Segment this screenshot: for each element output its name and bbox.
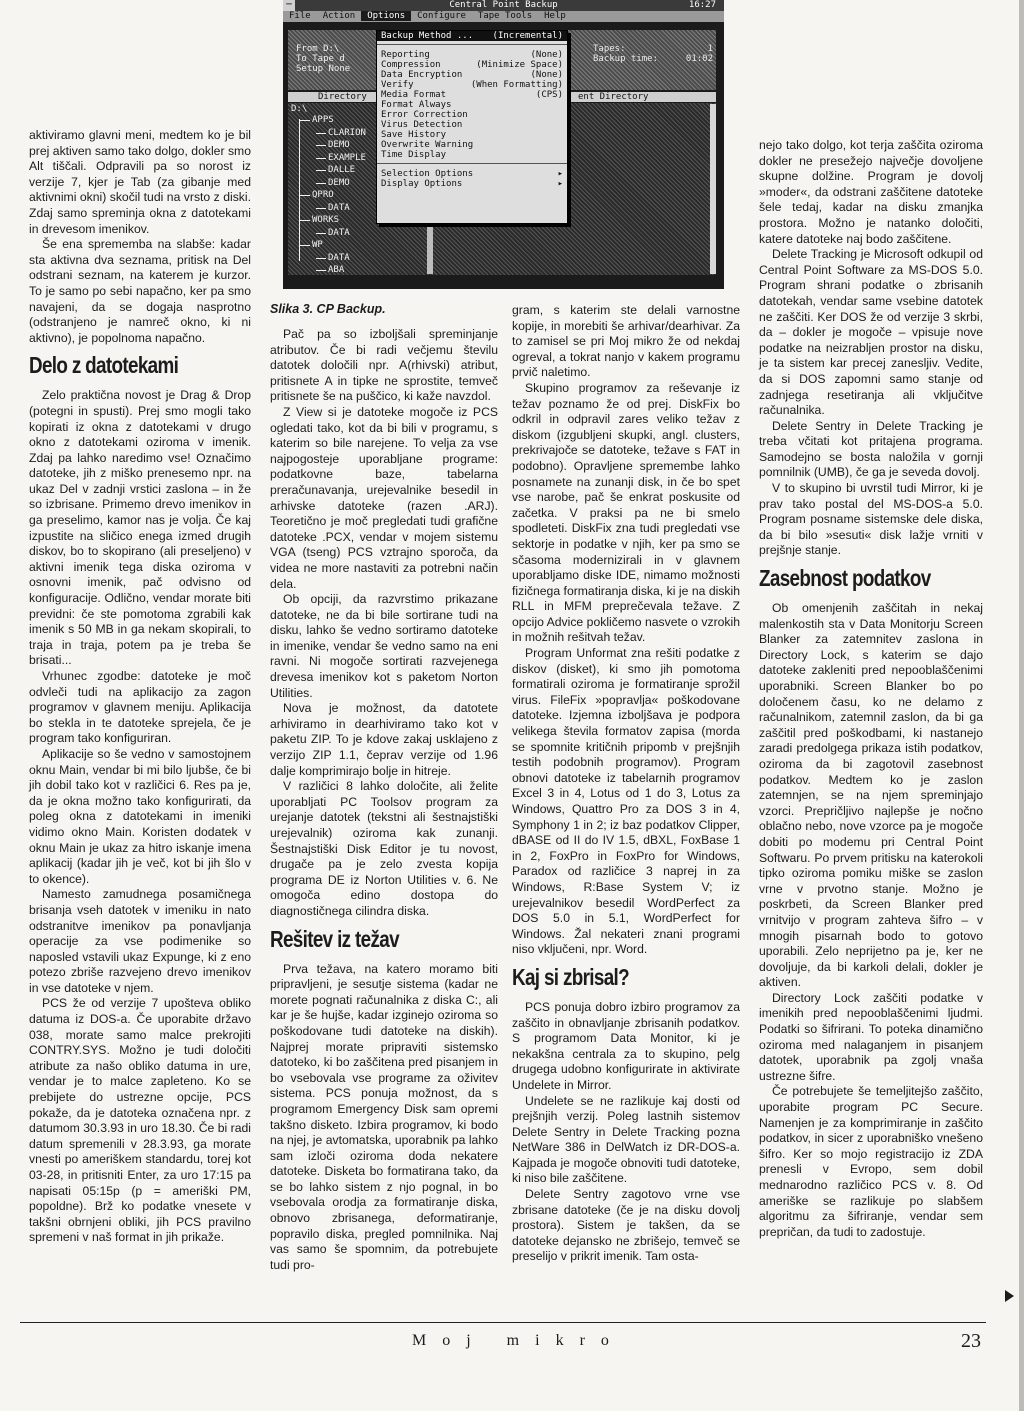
- paragraph: Še ena sprememba na slabše: kadar sta aktivna dva seznama, pritisk na Del odstrani seznam, na katerem je kurzor. To je samo po sebi napačno, ker pa smo navajeni, da se dogaja nasprotno (odstranjeno je namreč okno, ki ni aktivno), je popolnoma napačno.: [29, 237, 251, 345]
- dropdown-item: [377, 70, 567, 80]
- paragraph: Pač pa so izboljšali spreminjanje atributov. Če bi radi večjemu številu datotek določili npr. A(rhivski) atribut, pritisnete A in tipke ne sprostite, temveč pritisnete še na puščico, ki kaže navzdol.: [270, 327, 498, 404]
- dropdown-item-value: (When Formatting): [470, 80, 563, 90]
- current-directory-label: ent Directory: [578, 92, 649, 102]
- setting-line: From D:\: [296, 44, 340, 54]
- estimate-label: Tapes:: [593, 44, 626, 54]
- menu-item: Help: [544, 11, 566, 21]
- estimate-value: 1: [707, 44, 713, 54]
- dropdown-item-label: Data Encryption: [381, 70, 463, 80]
- menu-bar: [283, 11, 724, 22]
- paragraph: Delete Tracking je Microsoft odkupil od Central Point Software za MS-DOS 5.0. Program shrani podatke o zbrisanih datotekah, vendar same vsebine datotek ne zaščiti. Ker DOS že od verzije 3 skrbi, da – dokler je mogoče – vpisuje nove podatke na neizrabljen prostor na disku, je ta sistem kar precej zanesljiv. Vedite, da si DOS zapomni samo stanje od zadnjega resetiranja ali vključitve računalnika.: [759, 247, 983, 418]
- tree-branch: [300, 220, 310, 221]
- magazine-name: Moj mikro: [412, 1332, 625, 1349]
- setting-line: Setup None: [296, 64, 351, 74]
- tree-node: WP: [312, 240, 323, 250]
- section-heading: Kaj si zbrisal?: [512, 963, 629, 990]
- dropdown-item-label: Save History: [381, 130, 447, 140]
- menu-item: Action: [322, 11, 356, 21]
- figure-caption: Slika 3. CP Backup.: [270, 302, 386, 316]
- tree-branch: [316, 145, 326, 146]
- tree-node: CLARION: [328, 127, 366, 138]
- tree-node: WORKS: [312, 215, 340, 225]
- tree-branch: [316, 233, 326, 234]
- dropdown-item-label: Error Correction: [381, 110, 468, 120]
- paragraph: Z View si je datoteke mogoče iz PCS ogledati tako, kot da bi bili v programu, s katerim so bile narejene. To velja za vse najpogosteje uporabljane programe: podatkovne baze, tabelarna preračunavanja, urejevalnike besedil in arhivske datoteke (razen .ARJ). Teoretično je moč pregledati tudi grafične datoteke .PCX, vendar v mojem sistemu VGA (tseng) PCS vztrajno sporoča, da videa ne more nastaviti za potrebni način dela.: [270, 404, 498, 591]
- backup-estimates: [593, 44, 713, 64]
- tree-node: DATA: [328, 227, 350, 238]
- section-heading: Delo z datotekami: [29, 352, 179, 379]
- dropdown-item: [377, 140, 567, 150]
- paragraph: Delete Sentry zagotovo vrne vse zbrisane datoteke (če je na disku dovolj prostora). Sistem je takšen, da se datoteke dejansko ne zbrišejo, temveč se preselijo v prikrit imenik. Tam osta-: [512, 1187, 740, 1264]
- dropdown-item: [377, 150, 567, 160]
- paragraph: Vrhunec zgodbe: datoteke je moč odvleči tudi na aplikacijo za zagon programov v glavnem meniju. Aplikacija bo stekla in te datoteke sprejela, če je program tako konfiguriran.: [29, 669, 251, 746]
- tree-node: DATA: [328, 252, 350, 263]
- paragraph: Undelete se ne razlikuje kaj dosti od prejšnjih verzij. Poleg lastnih sistemov Delete Sentry in Delete Tracking pozna NetWare 386 in DelWatch iz DR-DOS-a. Kajpada je mogoče obnoviti tudi datoteke, ki niso bile zaščitene.: [512, 1093, 740, 1186]
- dropdown-item-label: Overwrite Warning: [381, 140, 474, 150]
- paragraph: Program Unformat zna rešiti podatke z diskov (disket), ki smo jih pomotoma formatirali oziroma je formatiranje sprožil virus. FileFix »popravlja« poškodovane datoteke. Izjemna izboljšava je podpora velikega števila formatov zapisa (morda se spomnite kritičnih pripomb v prejšnjih testih podobnih programov). Program obnovi datoteke iz tabelarnih programov Excel 3 in 4, Lotus od 1 do 3, Lotus za Windows, Quattro Pro za DOS 3 in 4, Symphony 1 in 2; iz baz podatkov Clipper, dBASE od II do IV 1.5, dBXL, FoxBase 1 in 2, FoxPro in FoxPro for Windows, Paradox od različice 3 naprej in za Windows, R:Base System V; iz urejevalnikov besedil WordPerfect za DOS 5.0 in 5.1, WordPerfect for Windows. Žal nekateri znani programi niso vključeni, npr. Word.: [512, 646, 740, 957]
- system-menu-icon: ─: [283, 0, 295, 11]
- dropdown-item-label: Compression: [381, 60, 441, 70]
- dropdown-item-value: (Minimize Space): [476, 60, 563, 70]
- paragraph: gram, s katerim ste delali varnostne kopije, in morebiti še arhivar/dearhivar. Za to zamisel se pri Moj mikro že od nekdaj ogreval, a tokrat nanjo v kakem programu prvič naletimo.: [512, 303, 740, 380]
- dropdown-item: [377, 31, 567, 41]
- paragraph: nejo tako dolgo, kot terja zaščita oziroma dokler ne presežejo največje dovoljene skupne dolžine. Program je dovolj »moder«, da odstrani zaščitene datoteke šele tedaj, kadar na disku zmanjka prostora. Možno je natanko določiti, katere datoteke naj bodo zaščitene.: [759, 138, 983, 246]
- dropdown-item-label: Media Format: [381, 90, 447, 100]
- tree-branch: [316, 183, 326, 184]
- dropdown-item-value: (None): [530, 70, 563, 80]
- continue-arrow-icon: [1005, 1290, 1014, 1302]
- dropdown-item-value: (CPS): [535, 90, 563, 100]
- dropdown-item: [377, 130, 567, 140]
- menu-separator: [377, 44, 567, 47]
- column-3: [512, 303, 740, 1265]
- tree-branch: [300, 195, 310, 196]
- dropdown-item-label: Selection Options: [381, 169, 474, 179]
- tree-branch: [316, 258, 326, 259]
- tree-node: DALLE: [328, 165, 356, 175]
- dropdown-item-label: Format Always: [381, 100, 452, 110]
- paragraph: Prva težava, na katero moramo biti pripravljeni, je sesutje sistema (kadar ne morete pognati računalnika z diska C:, ali kar je še hujše, kadar izginejo oziroma so poškodovane tudi datoteke na diskih). Najprej morate pripraviti sistemsko datoteko, ki bo zaščitena pred pisanjem in bo vsebovala vse programe za oživitev sistema. PCS ponuja možnost, da s programom Emergency Disk sam opremi takšno disketo. Izbira programov, ki bodo na njej, je avtomatska, uporabnik pa lahko sam izloči oziroma doda nekatere datoteke. Disketa bo formatirana tako, da se bo lahko sistem z njo pognal, in bo vsebovala orodja za formatiranje diska, obnovo zbrisanega, deformatiranje, popravilo diska, pregled pomnilnika. Naj vas samo še spomnim, da potrebujete tudi pro-: [270, 961, 498, 1272]
- dropdown-item: [377, 179, 567, 189]
- estimate-label: Backup time:: [593, 54, 659, 64]
- tree-branch: [300, 245, 310, 246]
- paragraph: aktiviramo glavni meni, medtem ko je bil prej aktiven samo tako dolgo, dokler smo Alt tiščali. Odpravili pa so norost iz verzije 7, kjer je Tab (za gibanje med aktivnimi okni) skočil tudi na vrsto z diski. Zdaj samo spreminja okna z datotekami in drevesom imenikov.: [29, 128, 251, 236]
- backup-settings: [296, 44, 350, 74]
- clock: 16:27: [688, 0, 716, 10]
- tree-node: APPS: [312, 115, 334, 125]
- paragraph: Aplikacije so še vedno v samostojnem oknu Main, vendar bi mi bilo ljubše, če bi jih dobil tako kot v različici 6. Res pa je, da je okna možno tako konfigurirati, da poleg okna z datotekami in imeniki vidimo okno Main. Koristen dodatek v oknu Main je ukaz za hitro iskanje imena aplikacij (kadar jih je več, kot bi jih šlo v to okence).: [29, 746, 251, 886]
- page-number: 23: [961, 1330, 981, 1352]
- tree-branch: [316, 270, 326, 271]
- setting-line: To Tape d: [296, 54, 345, 64]
- dropdown-item: [377, 169, 567, 179]
- tree-branch: [316, 170, 326, 171]
- dropdown-item: [377, 120, 567, 130]
- menu-item: Options: [361, 11, 411, 21]
- dropdown-item-label: Virus Detection: [381, 120, 463, 130]
- tree-branch: [300, 120, 310, 121]
- tree-node: EXAMPLE: [328, 152, 366, 163]
- footer-rule: [20, 1322, 986, 1323]
- section-heading: Zasebnost podatkov: [759, 565, 931, 592]
- page-edge: [1019, 0, 1024, 1411]
- column-1: [29, 128, 251, 1246]
- column-4: [759, 138, 983, 1240]
- dropdown-item-label: Reporting: [381, 50, 430, 60]
- paragraph: PCS ponuja dobro izbiro programov za zaščito in obnavljanje zbrisanih podatkov. S programom Data Monitor, ki je nekakšna centrala za to skupino, pelg drugega udobno konfigurirate in aktivirate Undelete in Mirror.: [512, 999, 740, 1092]
- dropdown-item: [377, 50, 567, 60]
- options-dropdown: [376, 30, 568, 224]
- tree-node: DEMO: [328, 140, 350, 150]
- directory-label: Directory: [318, 92, 367, 102]
- tree-node: QPRO: [312, 190, 334, 200]
- dropdown-item: [377, 90, 567, 100]
- paragraph: Zelo praktična novost je Drag & Drop (potegni in spusti). Prej smo mogli tako kopirati iz okna z datotekami v drugo okno z datotekami oziroma v imenik. Zdaj pa lahko naredimo vse! Označimo datoteke, jih z miško prenesemo npr. na ukaz Del v zadnji vrstici zaslona – in že so izbrisane. Primemo drevo imenikov in ga preselimo, kamor nas je volja. Če kaj izpustite na sličico enega izmed drugih diskov, bo to skopirano (ali preseljeno) v aktivni imenik tega diska oziroma v osnovni imenik, pač odvisno od konfiguracije. Odlično, vendar morate biti previdni: če ste pomotoma zgrabili kak imenik s 50 MB in ga nekam skopirali, to traja in traja, potem pa je treba še brisati...: [29, 388, 251, 668]
- paragraph: PCS že od verzije 7 upošteva obliko datuma iz DOS-a. Če uporabite državo 038, morate samo malce prekrojiti CONTRY.SYS. Možno je tudi določiti atribute za našo obliko datuma in ure, vendar je to malce zapleteno. Ko se prebijete do ustrezne opcije, PCS pokaže, da je datoteka označena npr. z datumom 30.3.93 in uro 18.30. Če bi radi datum spremenili v 28.3.93, ga morate vnesti po ameriškem standardu, torej kot 03-28, in pritisniti Enter, za uro 17:15 pa napisati 05:15p (p = ameriški PM, popoldne). Brž ko podatke vnesete v takšni obrnjeni obliki, jih PCS pravilno spremeni v naš format in jih prikaže.: [29, 996, 251, 1245]
- estimate-value: 01:02: [685, 54, 713, 64]
- section-heading: Rešitev iz težav: [270, 925, 399, 952]
- menu-item: Tape Tools: [477, 11, 533, 21]
- dropdown-item: [377, 80, 567, 90]
- dropdown-item-value: ▸: [557, 179, 563, 189]
- drive-label: D:\: [291, 104, 308, 114]
- paragraph: Ob opciji, da razvrstimo prikazane datoteke, ne da bi bile sortirane tudi na disku, lahko še vedno sortiramo datoteke in imenike, vendar še vedno samo na eni ravni. Ni mogoče sortirati razvejenega drevesa imenikov kot s paketom Norton Utilities.: [270, 592, 498, 700]
- paragraph: Nova je možnost, da datotete arhiviramo in dearhiviramo tako kot v paketu ZIP. To je kdove zakaj usklajeno z verzijo ZIP 1.1, čeprav verzije od 1.96 dalje komprimirajo bolje in hitreje.: [270, 701, 498, 778]
- paragraph: Directory Lock zaščiti podatke v imenikih pred nepooblaščenimi ljudmi. Podatki so šifrirani. To poteka dinamično oziroma med nalaganjem in pisanjem datotek, uporabnik pa zgolj vnaša ustrezne šifre.: [759, 990, 983, 1083]
- paragraph: V različici 8 lahko določite, ali želite uporabljati PC Toolsov program za urejanje datotek (tekstni ali šestnajstiški urejevalnik) oziroma kak zunanji. Šestnajstiški Disk Editor je tu novost, drugače pa je zelo zvesta kopija programa DE iz Norton Utilities v. 6. Ne omogoča edino dostopa do diagnostičnega cilindra diska.: [270, 779, 498, 918]
- tree-trunk: [299, 119, 300, 261]
- tree-node: ABA: [328, 265, 345, 275]
- menu-item: Configure: [417, 11, 466, 21]
- cp-backup-screenshot: [283, 0, 724, 289]
- tree-scrollbar: [710, 104, 716, 274]
- window-title: Central Point Backup: [449, 0, 558, 10]
- dropdown-item-label: Time Display: [381, 150, 447, 160]
- dropdown-item-label: Backup Method ...: [381, 31, 474, 41]
- menu-item: File: [289, 11, 311, 21]
- tree-node: DATA: [328, 202, 350, 213]
- tree-branch: [316, 158, 326, 159]
- menu-separator: [377, 163, 567, 166]
- paragraph: Delete Sentry in Delete Tracking je treba včitati kot pritajena programa. Samodejno se bosta naložila v gornji pomnilnik (UMB), če ga je seveda dovolj.: [759, 418, 983, 480]
- column-2: [270, 327, 498, 1273]
- tree-branch: [316, 208, 326, 209]
- dropdown-item: [377, 100, 567, 110]
- paragraph: Ob omenjenih zaščitah in nekaj malenkostih sta v Data Monitorju Screen Blanker za zatemnitev zaslona in Directory Lock, s katerim se dajo datoteke zakleniti pred nepooblaščenimi uporabniki. Screen Blanker bo po določenem času, ko ne delamo z računalnikom, zatemnil zaslon, da bi ga zaščitil pred poškodbami, ki nastanejo zaradi predolgega prikaza istih podatkov, oziroma da bi zagotovil zasebnost podatkov. Medtem ko je zaslon zatemnjen, se na njem spreminjajo vzorci. Prepričljivo najlepše je nočno oblačno nebo, nove vzorce pa je mogoče dobiti po modemu pri Central Point Softwaru. Po prvem pritisku na katerokoli tipko oziroma pomiku miške se zaslon vrne v prvotno stanje. Možno je poskrbeti, da Screen Blanker pred vrnitvijo v program zahteva šifro – v mnogih pisarnah bodo to gotovo uporabili. Zelo neprijetno pa je, ker ne dovoljuje, da bi karkoli delali, dokler je aktiven.: [759, 601, 983, 990]
- dropdown-item: [377, 110, 567, 120]
- paragraph: Skupino programov za reševanje iz težav poznamo že od prej. DiskFix bo odkril in odpravil zares veliko težav z diskom (izgubljeni skupki, angl. clusters, prekrivajoče se datoteke, težave s FAT in podobno). Opravljene spremembe lahko posnamete na zunanji disk, in če bo spet vse narobe, pač še enkrat poskusite od začetka. V praksi pa ne bi smelo spodleteti. DiskFix zna tudi pregledati vse sektorje in podatke v njih, ker pa smo se sčasoma modernizirali in v glavnem uporabljamo diske IDE, nimamo možnosti fizičnega formatiranja diska, ki je na diskih RLL in MFM preprečevala težave. Z opcijo Advice pokličemo nasvete o vzrokih in možnih rešitvah težav.: [512, 380, 740, 645]
- tree-node: DEMO: [328, 177, 350, 188]
- dropdown-item-label: Display Options: [381, 179, 463, 189]
- dropdown-item-label: Verify: [381, 80, 414, 90]
- dropdown-item-value: ▸: [557, 169, 563, 179]
- window-titlebar: [283, 0, 724, 11]
- dropdown-item-value: (None): [530, 50, 563, 60]
- dropdown-item: [377, 60, 567, 70]
- paragraph: Namesto zamudnega posamičnega brisanja vseh datotek v imeniku in nato odstranitve imenikov pa ponavljanja operacije za vse podimenike so naposled vstavili ukaz Expunge, ki z eno potezo zbriše razvejeno drevo imenikov in vse datoteke v njem.: [29, 887, 251, 995]
- paragraph: Če potrebujete še temeljitejšo zaščito, uporabite program PC Secure. Namenjen je za komprimiranje in zaščito podatkov, in sicer z uporabniško vnešeno šifro. Ker so mojo registracijo iz ZDA prenesli v Evropo, sem dobil mednarodno različico PCS v. 8. Od ameriške se razlikuje po slabšem algoritmu za šifriranje, vendar sem prepričan, da tudi to zadostuje.: [759, 1084, 983, 1239]
- dropdown-item-value: (Incremental): [492, 31, 563, 41]
- estimate-line: [593, 54, 713, 64]
- paragraph: V to skupino bi uvrstil tudi Mirror, ki je prav tako postal del MS-DOS-a 5.0. Program posname sistemske dele diska, da bi bilo »sesuti« disk lažje vrniti v prejšnje stanje.: [759, 481, 983, 558]
- tree-branch: [316, 133, 326, 134]
- estimate-line: [593, 44, 713, 54]
